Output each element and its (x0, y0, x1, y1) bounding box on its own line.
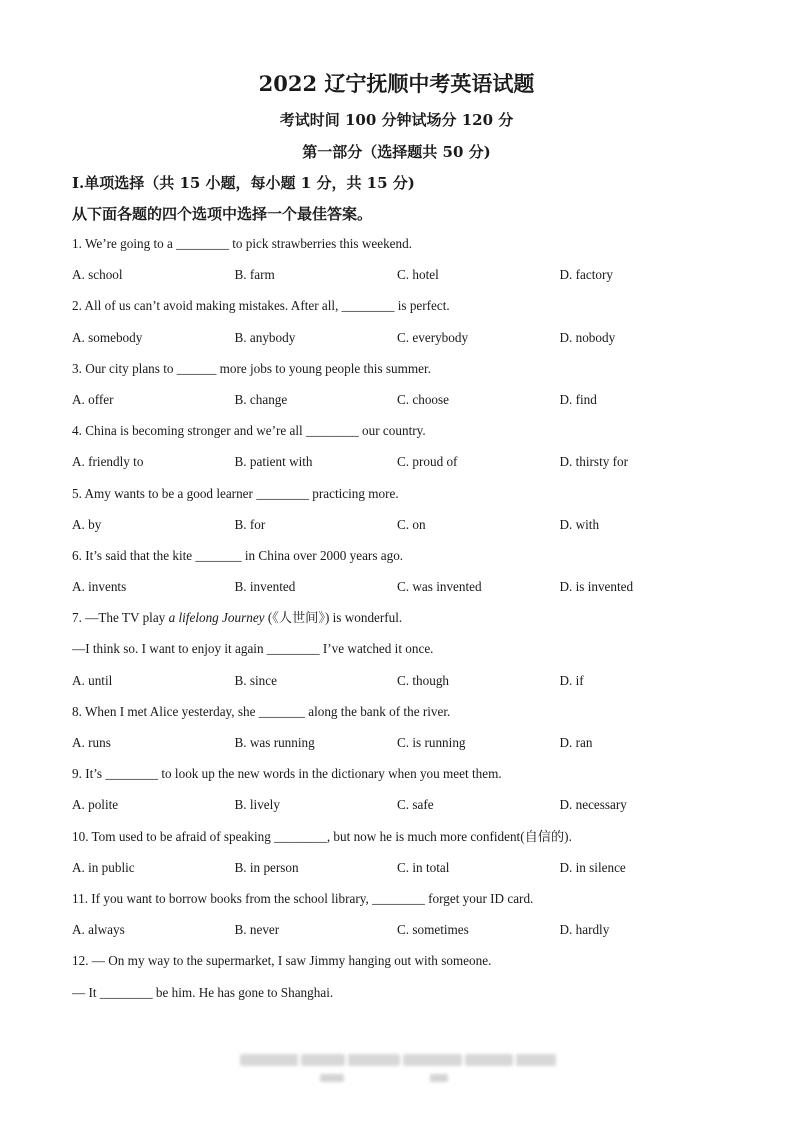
question-options (72, 330, 752, 361)
question-options (72, 267, 752, 298)
option-d: D. thirsty for (559, 454, 628, 470)
question-stem: 11. If you want to borrow books from the school library, ________ forget your ID card. (72, 890, 534, 906)
option-a: A. runs (72, 735, 111, 750)
question-stem: 10. Tom used to be afraid of speaking ________, but now he is much more confident(自信的). (72, 828, 572, 844)
watermark-segment (348, 1054, 400, 1066)
question-options (72, 454, 752, 485)
stem-text: (《人世间》) is wonderful. (264, 610, 403, 626)
option-a: A. polite (72, 797, 119, 813)
section-instruction: 从下面各题的四个选项中选择一个最佳答案。 (72, 205, 373, 223)
option-b: B. change (234, 391, 288, 407)
question-stem: 4. China is becoming stronger and we’re all ________ our country. (72, 423, 426, 439)
part-heading: 第一部分（选择题共 50 分) (302, 143, 491, 161)
option-b: B. invented (234, 579, 296, 595)
question-dialogue-line: —I think so. I want to enjoy it again ________ I’ve watched it once. (72, 641, 434, 657)
option-d: D. necessary (559, 797, 627, 813)
question-stem: 5. Amy wants to be a good learner ________ practicing more. (72, 485, 399, 501)
question-stem: 1. We’re going to a ________ to pick strawberries this weekend. (72, 236, 413, 251)
question-stem: 2. All of us can’t avoid making mistakes. After all, ________ is perfect. (72, 298, 450, 314)
question-stem: 6. It’s said that the kite _______ in China over 2000 years ago. (72, 547, 404, 563)
watermark-segment (465, 1054, 513, 1066)
option-c: C. in total (397, 859, 450, 875)
question-options (72, 392, 752, 423)
option-a: A. somebody (72, 329, 143, 345)
option-a: A. school (72, 267, 123, 283)
option-d: D. factory (559, 267, 613, 283)
option-a: A. in public (72, 859, 135, 875)
option-c: C. choose (397, 391, 450, 407)
option-b: B. in person (234, 859, 299, 875)
option-b: B. never (234, 922, 280, 938)
exam-info: 考试时间 100 分钟试场分 120 分 (279, 111, 514, 129)
option-b: B. farm (234, 267, 275, 283)
option-c: C. safe (397, 797, 434, 813)
question-dialogue-line: — It ________ be him. He has gone to Shanghai. (72, 984, 334, 1000)
watermark-fragment (320, 1074, 344, 1082)
option-d: D. ran (559, 735, 593, 750)
watermark-segment (516, 1054, 556, 1066)
option-c: C. is running (397, 735, 466, 750)
question-options (72, 517, 752, 548)
option-a: A. by (72, 516, 102, 532)
option-d: D. nobody (559, 329, 616, 345)
option-c: C. was invented (397, 579, 482, 595)
option-d: D. if (559, 672, 584, 688)
option-c: C. on (397, 516, 426, 532)
option-c: C. sometimes (397, 922, 469, 938)
watermark-fragment (430, 1074, 448, 1082)
stem-text: 7. —The TV play (72, 610, 169, 626)
option-c: C. hotel (397, 267, 439, 283)
question-options (72, 797, 752, 828)
option-d: D. find (559, 391, 597, 407)
option-b: B. for (234, 516, 266, 532)
option-b: B. anybody (234, 329, 296, 345)
question-options (72, 860, 752, 891)
option-b: B. lively (234, 797, 280, 813)
page-title: 2022 辽宁抚顺中考英语试题 (258, 71, 535, 96)
watermark-segment (240, 1054, 298, 1066)
option-d: D. in silence (559, 859, 626, 875)
option-b: B. patient with (234, 454, 313, 470)
question-list (72, 236, 752, 1016)
question-options (72, 922, 752, 953)
question-stem: 12. — On my way to the supermarket, I saw Jimmy hanging out with someone. (72, 953, 492, 969)
option-a: A. always (72, 922, 125, 938)
option-b: B. was running (234, 735, 315, 750)
option-a: A. until (72, 672, 113, 688)
question-stem: 8. When I met Alice yesterday, she _______ along the bank of the river. (72, 703, 451, 719)
play-title: a lifelong Journey (168, 610, 265, 626)
watermark-segment (301, 1054, 345, 1066)
section-heading: I.单项选择（共 15 小题，每小题 1 分，共 15 分) (72, 174, 415, 192)
question-stem (72, 610, 752, 641)
option-d: D. hardly (559, 922, 610, 938)
question-options (72, 673, 752, 704)
blurred-watermark (240, 1054, 556, 1070)
question-stem: 9. It’s ________ to look up the new words in the dictionary when you meet them. (72, 766, 502, 782)
option-d: D. with (559, 516, 600, 532)
option-b: B. since (234, 672, 277, 688)
option-c: C. proud of (397, 454, 458, 470)
question-stem: 3. Our city plans to ______ more jobs to young people this summer. (72, 360, 431, 376)
option-a: A. offer (72, 391, 114, 407)
option-d: D. is invented (559, 579, 634, 595)
option-c: C. though (397, 672, 450, 688)
option-a: A. invents (72, 579, 127, 595)
option-c: C. everybody (397, 329, 469, 345)
question-options (72, 579, 752, 610)
watermark-segment (403, 1054, 463, 1066)
option-a: A. friendly to (72, 454, 144, 470)
question-options (72, 735, 752, 766)
